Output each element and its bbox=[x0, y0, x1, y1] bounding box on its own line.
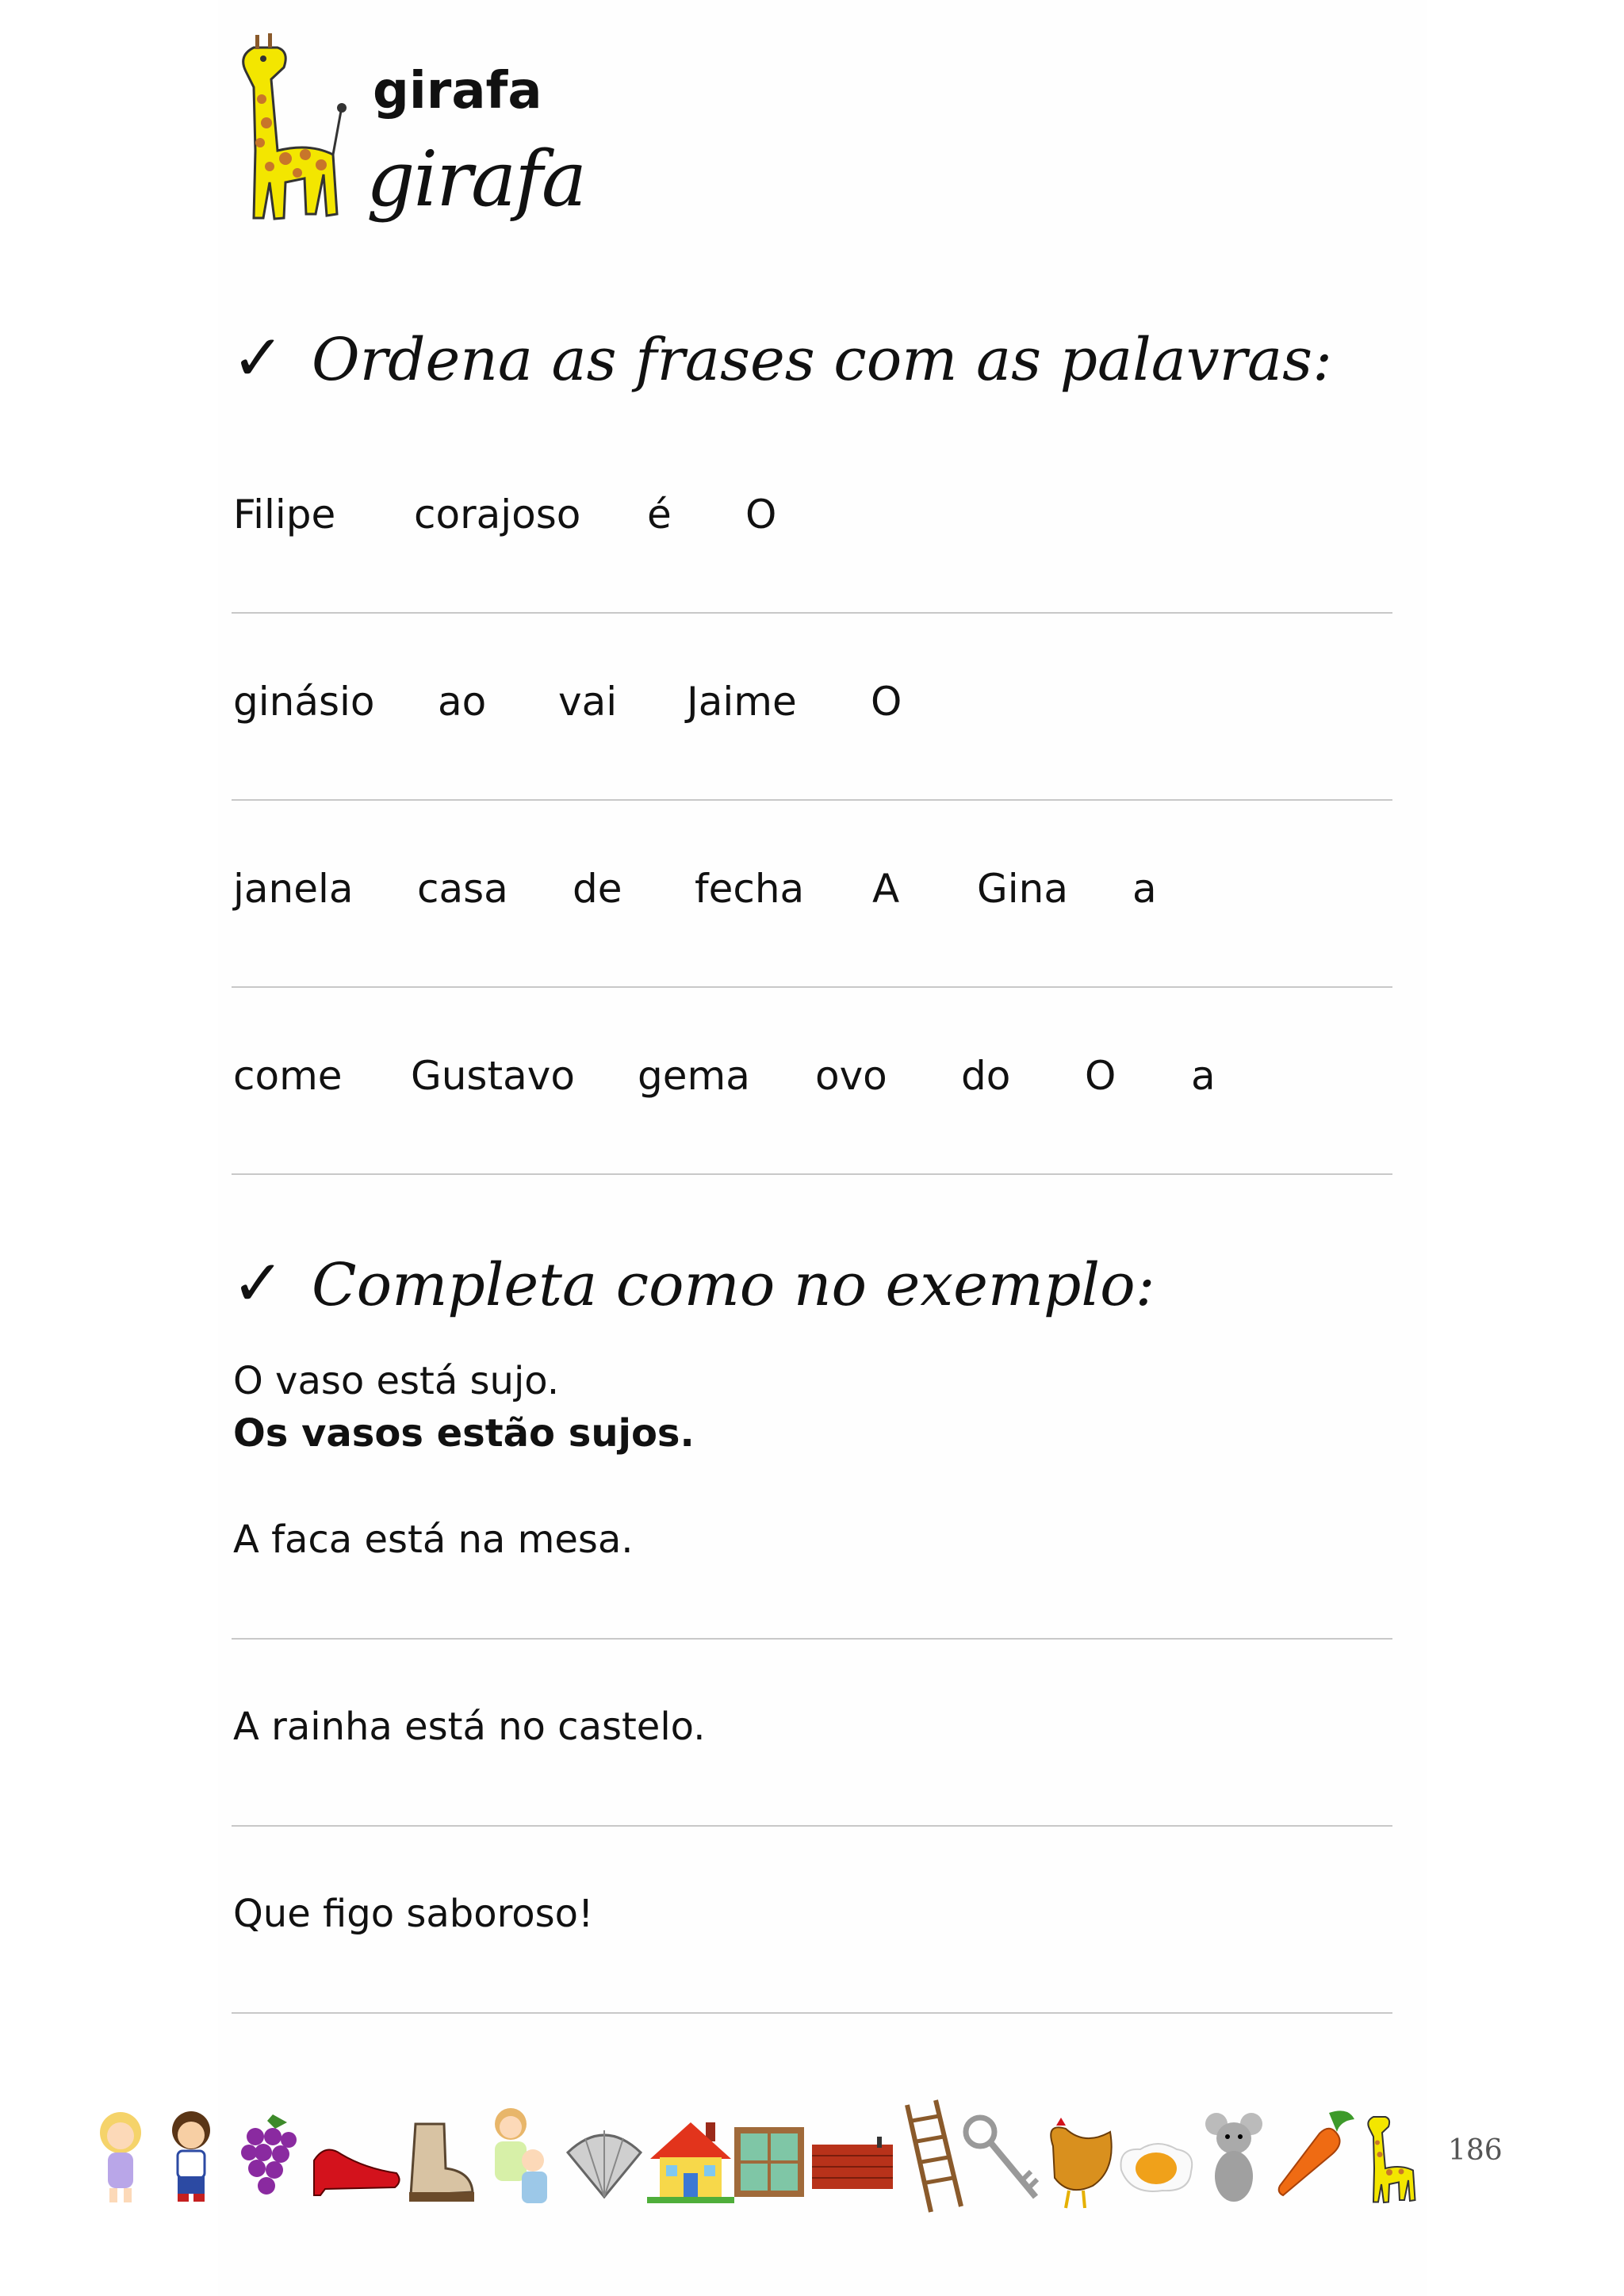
word: A bbox=[872, 866, 900, 912]
word: do bbox=[961, 1053, 1011, 1099]
word: de bbox=[573, 866, 622, 912]
exercise-sentence-3: Que figo saboroso! bbox=[233, 1892, 594, 1936]
word: ovo bbox=[815, 1053, 887, 1099]
word: Jaime bbox=[687, 679, 797, 725]
word: corajoso bbox=[414, 492, 581, 538]
word: vai bbox=[558, 679, 618, 725]
section1-heading bbox=[232, 321, 1332, 395]
word: é bbox=[647, 492, 672, 538]
egg-icon bbox=[1115, 2135, 1197, 2197]
page-number: 186 bbox=[1448, 2134, 1503, 2167]
example-sentence: O vaso está sujo. bbox=[233, 1359, 560, 1403]
exercise-sentence-2: A rainha está no castelo. bbox=[233, 1705, 706, 1749]
word: casa bbox=[417, 866, 508, 912]
fan-icon bbox=[561, 2121, 647, 2204]
header-word-print: girafa bbox=[373, 62, 542, 121]
word: ao bbox=[438, 679, 487, 725]
answer-line bbox=[232, 986, 1392, 988]
shoe-icon bbox=[309, 2137, 403, 2196]
word: gema bbox=[638, 1053, 750, 1099]
mouse-icon bbox=[1204, 2107, 1267, 2210]
exercise-sentence-1: A faca está na mesa. bbox=[233, 1517, 634, 1562]
section2-title: Completa como no exemplo: bbox=[312, 1251, 1155, 1319]
children-icon bbox=[479, 2103, 558, 2210]
answer-line bbox=[232, 1638, 1392, 1640]
word: O bbox=[1085, 1053, 1116, 1099]
footer-picture-strip bbox=[82, 2097, 1431, 2216]
boy-icon bbox=[159, 2105, 224, 2208]
word: ginásio bbox=[233, 679, 375, 725]
word: Gustavo bbox=[411, 1053, 575, 1099]
word: Gina bbox=[977, 866, 1068, 912]
answer-line bbox=[232, 799, 1392, 801]
brick-wall-icon bbox=[810, 2137, 894, 2191]
girl-icon bbox=[89, 2109, 152, 2208]
check-icon: ✓ bbox=[232, 1246, 285, 1320]
carrot-icon bbox=[1272, 2107, 1359, 2202]
key-icon bbox=[961, 2113, 1044, 2206]
giraffe-icon bbox=[222, 24, 349, 230]
boot-icon bbox=[400, 2119, 476, 2206]
check-icon: ✓ bbox=[232, 321, 285, 395]
section1-title: Ordena as frases com as palavras: bbox=[312, 326, 1333, 394]
answer-line bbox=[232, 612, 1392, 614]
ladder-icon bbox=[899, 2097, 967, 2216]
answer-line bbox=[232, 1173, 1392, 1175]
hen-icon bbox=[1037, 2114, 1116, 2213]
answer-line bbox=[232, 2012, 1392, 2014]
section2-heading bbox=[232, 1246, 1155, 1320]
window-icon bbox=[731, 2124, 807, 2200]
grapes-icon bbox=[232, 2113, 303, 2208]
example-answer: Os vasos estão sujos. bbox=[233, 1411, 695, 1456]
word: Filipe bbox=[233, 492, 336, 538]
word: come bbox=[233, 1053, 343, 1099]
header-word-script: girafa bbox=[366, 135, 586, 224]
word: O bbox=[871, 679, 902, 725]
house-icon bbox=[647, 2114, 734, 2206]
word: a bbox=[1191, 1053, 1216, 1099]
word: O bbox=[745, 492, 777, 538]
answer-line bbox=[232, 1825, 1392, 1827]
giraffe-icon bbox=[1358, 2102, 1421, 2211]
word: a bbox=[1132, 866, 1157, 912]
word: janela bbox=[233, 866, 354, 912]
word: fecha bbox=[695, 866, 805, 912]
